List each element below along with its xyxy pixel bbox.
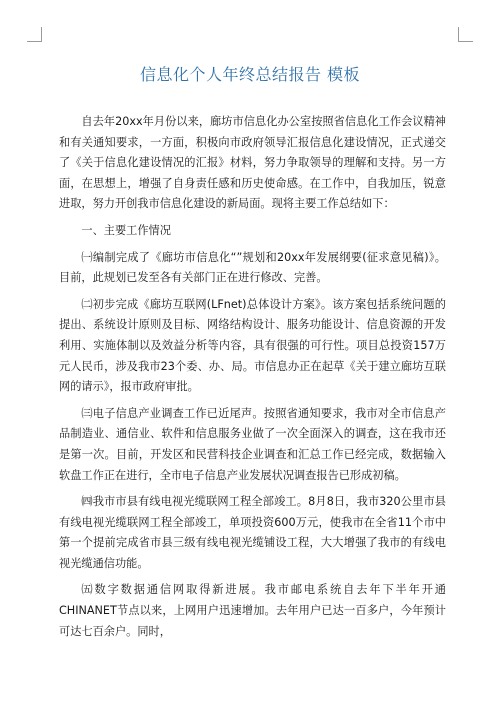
crop-mark-top-left xyxy=(27,27,42,42)
crop-mark-top-right xyxy=(458,27,473,42)
paragraph-item-3: ㈢电子信息产业调查工作已近尾声。按照省通知要求，我市对全市信息产品制造业、通信业、软件和信息服务业做了一次全面深入的调查，这在我市还是第一次。目前，开发区和民营科技企业调查和汇总工作已经完成，数据输入软盘工作正在进行，全市电子信息产业发展状况调查报告已形成初稿。 xyxy=(59,406,446,482)
paragraph-item-5: ㈤数字数据通信网取得新进展。我市邮电系统自去年下半年开通CHINANET节点以来，上网用户迅速增加。去年用户已达一百多户，今年预计可达七百余户。同时， xyxy=(59,583,446,638)
document-body xyxy=(59,112,446,642)
document-title: 信息化个人年终总结报告 模板 xyxy=(139,65,361,84)
paragraph-item-4: ㈣我市市县有线电视光缆联网工程全部竣工。8月8日，我市320公里市县有线电视光缆联网工程全部竣工，单项投资600万元，使我市在全省11个市中第一个提前完成省市县三级有线电视光缆铺设工程，大大增强了我市的有线电视光缆通信功能。 xyxy=(59,495,446,570)
paragraph-item-1: ㈠编制完成了《廊坊市信息化“”规划和20xx年发展纲要(征求意见稿)》。目前，此规划已发至各有关部门正在进行修改、完善。 xyxy=(59,250,446,285)
intro-paragraph: 自去年20xx年月份以来，廊坊市信息化办公室按照省信息化工作会议精神和有关通知要求，一方面，积极向市政府领导汇报信息化建设情况，正式递交了《关于信息化建设情况的汇报》材料，努力争取领导的理解和支持。另一方面，在思想上，增强了自身责任感和历史使命感。在工作中，自我加压，锐意进取，努力开创我市信息化建设的新局面。现将主要工作总结如下： xyxy=(59,115,446,211)
paragraph-item-2: ㈡初步完成《廊坊互联网(LFnet)总体设计方案》。该方案包括系统问题的提出、系统设计原则及目标、网络结构设计、服务功能设计、信息资源的开发利用、实施体制以及效益分析等内容，具有很强的可行性。项目总投资157万元人民币，涉及我市23个委、办、局。市信息办正在起草《关于建立廊坊互联网的请示》，报市政府审批。 xyxy=(59,297,446,394)
section-heading-main-work: 一、主要工作情况 xyxy=(81,223,171,237)
